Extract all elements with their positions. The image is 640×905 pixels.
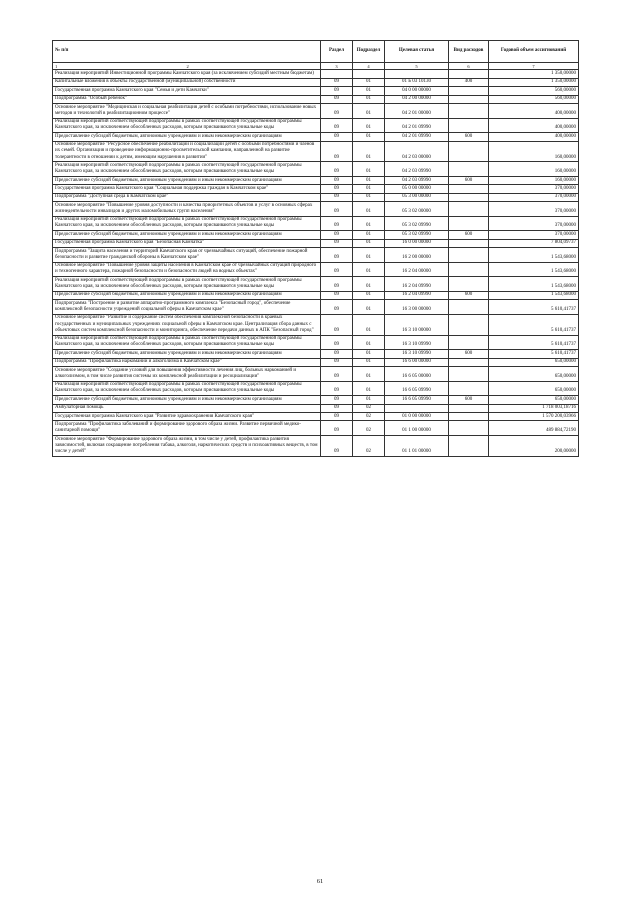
row-subsection-cell: 01 [353, 239, 385, 247]
row-target-cell: 01 Б 03 10130 [385, 78, 449, 86]
row-target-cell: 16 2 00 00000 [385, 248, 449, 263]
row-amount-cell: 400,00000 [489, 103, 579, 118]
row-subsection-cell: 02 [353, 421, 385, 436]
header-num: № п/п [53, 41, 321, 63]
document-page [52, 40, 578, 457]
index-cell: 7 [489, 63, 579, 70]
row-section-cell: 09 [321, 216, 353, 231]
row-name-cell: Подпрограмма "Доступная среда в Камчатском крае" [53, 193, 321, 201]
row-name-cell: Предоставление субсидий бюджетным, автономным учреждениям и иным некоммерческим организациям [53, 396, 321, 404]
row-name-cell: Государственная программа Камчатского края "Социальная поддержка граждан в Камчатском крае" [53, 185, 321, 193]
row-exp-type-cell [449, 141, 489, 162]
row-name-cell: Предоставление субсидий бюджетным, автономным учреждениям и иным некоммерческим организациям [53, 133, 321, 141]
index-cell: 4 [353, 63, 385, 70]
row-subsection-cell: 02 [353, 404, 385, 412]
row-subsection-cell: 01 [353, 350, 385, 358]
row-subsection-cell: 01 [353, 141, 385, 162]
row-name-cell: Государственная программа Камчатского края "Безопасная Камчатка" [53, 239, 321, 247]
table-row [53, 366, 579, 381]
row-subsection-cell: 01 [353, 78, 385, 86]
row-subsection-cell: 01 [353, 300, 385, 315]
row-name-cell: Основное мероприятие "Развитие и содержание систем обеспечения комплексной безопасности в краевых государственных и муниципальных учреждениях социальной сферы в Камчатском крае. Централизация сбора данных с объектовых систем комплексной безопасности и мониторинга, обеспечение передачи данных в АПК "Безопасный город" [53, 314, 321, 335]
row-exp-type-cell [449, 185, 489, 193]
row-target-cell: 04 0 00 00000 [385, 87, 449, 95]
row-target-cell: 16 3 10 00000 [385, 314, 449, 335]
row-exp-type-cell [449, 95, 489, 103]
row-exp-type-cell [449, 335, 489, 350]
row-target-cell: 01 1 00 00000 [385, 421, 449, 436]
row-exp-type-cell: 600 [449, 231, 489, 239]
index-cell: 3 [321, 63, 353, 70]
row-target-cell: 01 1 01 00000 [385, 435, 449, 456]
row-amount-cell: 1 543,68000 [489, 262, 579, 277]
row-amount-cell: 370,00000 [489, 185, 579, 193]
table-row [53, 435, 579, 456]
row-amount-cell: 370,00000 [489, 193, 579, 201]
row-name-cell: Реализация мероприятий соответствующей подпрограммы в рамках соответствующей государственной программы Камчатского края, за исключением обособленных расходов, которым присваиваются уникальные коды [53, 162, 321, 177]
row-target-cell [385, 404, 449, 412]
row-target-cell: 16 6 05 00000 [385, 366, 449, 381]
table-row [53, 421, 579, 436]
row-section-cell: 09 [321, 277, 353, 292]
table-row [53, 248, 579, 263]
row-amount-cell: 5 610,41737 [489, 314, 579, 335]
row-amount-cell: 400,00000 [489, 133, 579, 141]
row-name-cell: Подпрограмма "Профилактика заболеваний и формирование здорового образа жизни. Развитие первичной медико-санитарной помощи" [53, 421, 321, 436]
row-target-cell: 16 6 05 09990 [385, 381, 449, 396]
row-name-cell: Реализация мероприятий соответствующей подпрограммы в рамках соответствующей государственной программы Камчатского края, за исключением обособленных расходов, которым присваиваются уникальные коды [53, 335, 321, 350]
header-subsection: Подраздел [353, 41, 385, 63]
row-exp-type-cell [449, 300, 489, 315]
row-section-cell: 09 [321, 141, 353, 162]
row-name-cell: Государственная программа Камчатского края "Семья и дети Камчатки" [53, 87, 321, 95]
row-section-cell: 09 [321, 396, 353, 404]
index-cell: 6 [449, 63, 489, 70]
row-subsection-cell: 01 [353, 216, 385, 231]
row-amount-cell: 560,00000 [489, 87, 579, 95]
row-section-cell: 09 [321, 366, 353, 381]
row-exp-type-cell [449, 366, 489, 381]
table-row [53, 193, 579, 201]
row-amount-cell: 1 350,00000 [489, 70, 579, 78]
row-exp-type-cell [449, 118, 489, 133]
index-cell: 1 2 [53, 63, 321, 70]
table-row [53, 70, 579, 78]
row-name-cell: Реализация мероприятий соответствующей подпрограммы в рамках соответствующей государственной программы Камчатского края, за исключением обособленных расходов, которым присваиваются уникальные коды [53, 277, 321, 292]
row-name-cell: Подпрограмма "Защита населения и территорий Камчатского края от чрезвычайных ситуаций, обеспечение пожарной безопасности и развитие гражданской обороны в Камчатском крае" [53, 248, 321, 263]
row-section-cell: 09 [321, 185, 353, 193]
row-name-cell: Подпрограмма "Особый ребенок" [53, 95, 321, 103]
row-target-cell: 05 3 00 00000 [385, 193, 449, 201]
row-section-cell: 09 [321, 262, 353, 277]
row-exp-type-cell [449, 412, 489, 420]
row-section-cell: 09 [321, 133, 353, 141]
row-section-cell [321, 70, 353, 78]
row-name-cell: Основное мероприятие "Создание условий для повышения эффективности лечения лиц, больных наркоманией и алкоголизмом, в том числе развития системы их комплексной реабилитации и ресоциализации" [53, 366, 321, 381]
table-body [53, 70, 579, 456]
row-amount-cell: 489 884,72190 [489, 421, 579, 436]
row-section-cell: 09 [321, 162, 353, 177]
row-subsection-cell: 02 [353, 412, 385, 420]
row-amount-cell: 1 543,68000 [489, 277, 579, 292]
row-subsection-cell: 01 [353, 358, 385, 366]
row-exp-type-cell: 600 [449, 133, 489, 141]
row-amount-cell: 560,00000 [489, 95, 579, 103]
row-exp-type-cell [449, 193, 489, 201]
row-exp-type-cell [449, 421, 489, 436]
row-section-cell: 09 [321, 176, 353, 184]
row-section-cell: 09 [321, 335, 353, 350]
row-subsection-cell: 01 [353, 291, 385, 299]
row-subsection-cell: 01 [353, 202, 385, 217]
table-row [53, 335, 579, 350]
row-subsection-cell: 01 [353, 262, 385, 277]
table-row [53, 87, 579, 95]
row-section-cell: 09 [321, 78, 353, 86]
row-amount-cell: 5 610,41737 [489, 350, 579, 358]
row-name-cell: Основное мероприятие "Повышение уровня защиты населения в Камчатском крае от чрезвычайных ситуаций природного и техногенного характера, пожарной безопасности и безопасности людей на водных объектах" [53, 262, 321, 277]
row-section-cell: 09 [321, 314, 353, 335]
row-amount-cell: 1 570 200,03966 [489, 412, 579, 420]
row-exp-type-cell [449, 162, 489, 177]
row-subsection-cell: 01 [353, 314, 385, 335]
row-target-cell: 04 2 03 09990 [385, 162, 449, 177]
row-exp-type-cell [449, 202, 489, 217]
table-row [53, 300, 579, 315]
row-subsection-cell: 01 [353, 366, 385, 381]
row-target-cell [385, 70, 449, 78]
table-row [53, 185, 579, 193]
row-name-cell: Предоставление субсидий бюджетным, автономным учреждениям и иным некоммерческим организациям [53, 350, 321, 358]
row-exp-type-cell: 600 [449, 396, 489, 404]
row-name-cell: Предоставление субсидий бюджетным, автономным учреждениям и иным некоммерческим организациям [53, 176, 321, 184]
row-exp-type-cell [449, 239, 489, 247]
index-cell: 5 [385, 63, 449, 70]
table-row [53, 381, 579, 396]
row-name-cell: Основное мероприятие "Ресурсное обеспечение реабилитации и социализации детей с особыми потребностями и членов их семей. Организация и проведение информационно-просветительской кампании, направленной на развитие толерантности в отношении к детям, имеющим нарушения в развитии" [53, 141, 321, 162]
row-amount-cell: 370,00000 [489, 216, 579, 231]
row-target-cell: 16 2 04 09990 [385, 277, 449, 292]
table-row [53, 133, 579, 141]
row-exp-type-cell: 400 [449, 78, 489, 86]
row-exp-type-cell [449, 87, 489, 95]
header-target: Целевая статья [385, 41, 449, 63]
header-exp-type: Вид расходов [449, 41, 489, 63]
row-subsection-cell: 01 [353, 335, 385, 350]
table-row [53, 314, 579, 335]
table-row [53, 141, 579, 162]
row-amount-cell: 5 610,41737 [489, 335, 579, 350]
row-target-cell: 04 2 03 09990 [385, 176, 449, 184]
row-target-cell: 16 3 00 00000 [385, 300, 449, 315]
row-name-cell: Основное мероприятие "Повышение уровня доступности и качества приоритетных объектов и услуг в основных сферах жизнедеятельности инвалидов и других маломобильных групп населения" [53, 202, 321, 217]
row-subsection-cell: 01 [353, 176, 385, 184]
row-amount-cell: 160,00000 [489, 176, 579, 184]
row-exp-type-cell [449, 103, 489, 118]
table-row [53, 239, 579, 247]
row-section-cell: 09 [321, 435, 353, 456]
row-target-cell: 16 6 00 00000 [385, 358, 449, 366]
table-row [53, 277, 579, 292]
row-exp-type-cell: 600 [449, 176, 489, 184]
row-amount-cell: 650,00000 [489, 396, 579, 404]
row-name-cell: Реализация мероприятий Инвестиционной программы Камчатского края (за исключением субсидий местным бюджетам) [53, 70, 321, 78]
row-subsection-cell: 01 [353, 231, 385, 239]
row-name-cell: Реализация мероприятий соответствующей подпрограммы в рамках соответствующей государственной программы Камчатского края, за исключением обособленных расходов, которым присваиваются уникальные коды [53, 118, 321, 133]
table-header-row [53, 41, 579, 63]
row-exp-type-cell [449, 248, 489, 263]
table-row [53, 162, 579, 177]
header-section: Раздел [321, 41, 353, 63]
row-subsection-cell: 01 [353, 277, 385, 292]
row-exp-type-cell [449, 262, 489, 277]
row-name-cell: Основное мероприятие "Медицинская и социальная реабилитация детей с особыми потребностями, использование новых методов и технологий в реабилитационном процессе" [53, 103, 321, 118]
row-section-cell: 09 [321, 421, 353, 436]
row-amount-cell: 370,00000 [489, 231, 579, 239]
row-section-cell: 09 [321, 300, 353, 315]
row-amount-cell: 7 804,09737 [489, 239, 579, 247]
row-amount-cell: 650,00000 [489, 366, 579, 381]
row-section-cell: 09 [321, 239, 353, 247]
row-section-cell: 09 [321, 202, 353, 217]
table-row [53, 103, 579, 118]
table-row [53, 350, 579, 358]
row-exp-type-cell [449, 358, 489, 366]
row-subsection-cell: 01 [353, 381, 385, 396]
row-target-cell: 04 2 03 00000 [385, 141, 449, 162]
row-section-cell: 09 [321, 404, 353, 412]
row-name-cell: Предоставление субсидий бюджетным, автономным учреждениям и иным некоммерческим организациям [53, 291, 321, 299]
row-section-cell: 09 [321, 231, 353, 239]
row-subsection-cell: 01 [353, 103, 385, 118]
row-exp-type-cell [449, 314, 489, 335]
row-subsection-cell: 01 [353, 87, 385, 95]
row-target-cell: 05 3 02 09990 [385, 216, 449, 231]
row-section-cell: 09 [321, 118, 353, 133]
row-target-cell: 04 2 01 09990 [385, 133, 449, 141]
row-amount-cell: 160,00000 [489, 141, 579, 162]
row-target-cell: 16 0 00 00000 [385, 239, 449, 247]
row-name-cell: Подпрограмма "Построение и развитие аппаратно-программного комплекса "Безопасный город", обеспечение комплексной безопасности учреждений социальной сферы в Камчатском крае" [53, 300, 321, 315]
row-name-cell: Реализация мероприятий соответствующей подпрограммы в рамках соответствующей государственной программы Камчатского края, за исключением обособленных расходов, которым присваиваются уникальные коды [53, 216, 321, 231]
row-target-cell: 16 3 10 09990 [385, 335, 449, 350]
table-row [53, 291, 579, 299]
table-row [53, 176, 579, 184]
row-name-cell: Основное мероприятие "Формирование здорового образа жизни, в том числе у детей, профилактика развития зависимостей, включая сокращение потребления табака, алкоголя, наркотических средств и психоактивных веществ, в том числе у детей" [53, 435, 321, 456]
row-section-cell: 09 [321, 358, 353, 366]
row-subsection-cell: 01 [353, 248, 385, 263]
row-amount-cell: 5 610,41737 [489, 300, 579, 315]
header-amount: Годовой объем ассигнований [489, 41, 579, 63]
row-section-cell: 09 [321, 248, 353, 263]
row-section-cell: 09 [321, 103, 353, 118]
row-subsection-cell: 01 [353, 95, 385, 103]
row-amount-cell: 400,00000 [489, 118, 579, 133]
row-subsection-cell: 01 [353, 396, 385, 404]
row-subsection-cell: 01 [353, 133, 385, 141]
row-amount-cell: 650,00000 [489, 358, 579, 366]
row-target-cell: 04 2 00 00000 [385, 95, 449, 103]
row-amount-cell: 1 543,68000 [489, 248, 579, 263]
row-exp-type-cell: 600 [449, 350, 489, 358]
table-row [53, 78, 579, 86]
row-target-cell: 05 3 02 09990 [385, 231, 449, 239]
table-row [53, 404, 579, 412]
row-name-cell: Капитальные вложения в объекты государственной (муниципальной) собственности [53, 78, 321, 86]
row-section-cell: 09 [321, 87, 353, 95]
row-target-cell: 16 2 04 09990 [385, 291, 449, 299]
table-row [53, 396, 579, 404]
row-exp-type-cell [449, 216, 489, 231]
row-amount-cell: 650,00000 [489, 381, 579, 396]
row-exp-type-cell [449, 277, 489, 292]
table-row [53, 118, 579, 133]
row-exp-type-cell [449, 404, 489, 412]
row-section-cell: 09 [321, 412, 353, 420]
row-name-cell: Реализация мероприятий соответствующей подпрограммы в рамках соответствующей государственной программы Камчатского края, за исключением обособленных расходов, которым присваиваются уникальные коды [53, 381, 321, 396]
row-exp-type-cell [449, 435, 489, 456]
table-row [53, 358, 579, 366]
table-row [53, 231, 579, 239]
row-name-cell: Подпрограмма "Профилактика наркомании и алкоголизма в Камчатском крае" [53, 358, 321, 366]
row-amount-cell: 1 718 003,18716 [489, 404, 579, 412]
row-section-cell: 09 [321, 193, 353, 201]
row-subsection-cell [353, 70, 385, 78]
row-amount-cell: 370,00000 [489, 202, 579, 217]
row-subsection-cell: 01 [353, 185, 385, 193]
row-target-cell: 05 3 02 00000 [385, 202, 449, 217]
row-name-cell: Амбулаторная помощь [53, 404, 321, 412]
row-target-cell: 04 2 01 09990 [385, 118, 449, 133]
row-exp-type-cell [449, 70, 489, 78]
row-subsection-cell: 02 [353, 435, 385, 456]
column-index-row [53, 63, 579, 70]
row-exp-type-cell [449, 381, 489, 396]
row-target-cell: 04 2 01 00000 [385, 103, 449, 118]
row-name-cell: Предоставление субсидий бюджетным, автономным учреждениям и иным некоммерческим организациям [53, 231, 321, 239]
row-exp-type-cell: 600 [449, 291, 489, 299]
table-row [53, 262, 579, 277]
row-section-cell: 09 [321, 95, 353, 103]
row-name-cell: Государственная программа Камчатского края "Развитие здравоохранения Камчатского края" [53, 412, 321, 420]
budget-table [52, 40, 579, 457]
row-amount-cell: 160,00000 [489, 162, 579, 177]
row-section-cell: 09 [321, 291, 353, 299]
table-row [53, 412, 579, 420]
row-subsection-cell: 01 [353, 193, 385, 201]
row-subsection-cell: 01 [353, 162, 385, 177]
row-amount-cell: 200,00000 [489, 435, 579, 456]
table-row [53, 202, 579, 217]
row-target-cell: 16 6 05 09990 [385, 396, 449, 404]
row-target-cell: 16 2 04 00000 [385, 262, 449, 277]
row-target-cell: 16 3 10 09990 [385, 350, 449, 358]
page-number: 61 [316, 878, 324, 885]
row-amount-cell: 1 543,68000 [489, 291, 579, 299]
row-section-cell: 09 [321, 350, 353, 358]
row-target-cell: 01 0 00 00000 [385, 412, 449, 420]
row-amount-cell: 1 350,00000 [489, 78, 579, 86]
table-row [53, 216, 579, 231]
table-row [53, 95, 579, 103]
row-subsection-cell: 01 [353, 118, 385, 133]
row-target-cell: 05 0 00 00000 [385, 185, 449, 193]
row-section-cell: 09 [321, 381, 353, 396]
